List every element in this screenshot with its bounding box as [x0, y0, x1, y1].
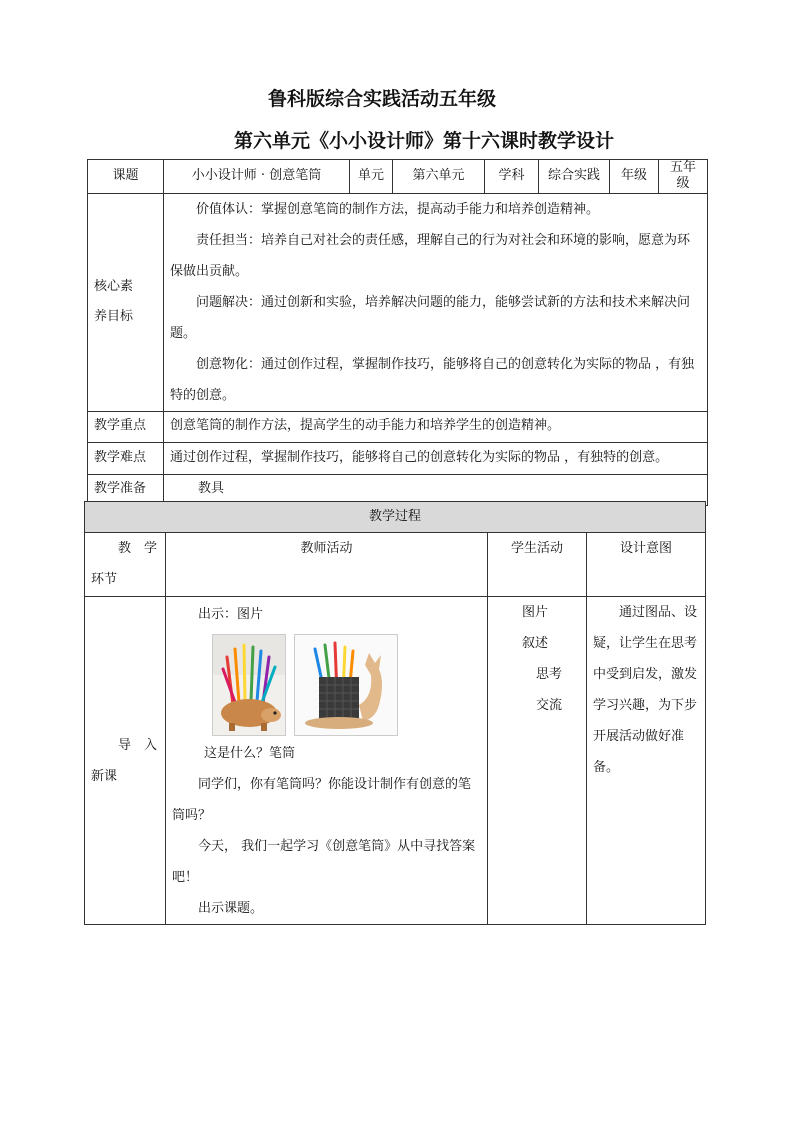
col-stage-header: 教 学 环节 — [85, 533, 166, 597]
difficulty-value: 通过创作过程，掌握制作技巧，能够将自己的创意转化为实际的物品 ，有独特的创意。 — [164, 442, 708, 474]
subject-label: 学科 — [485, 160, 539, 194]
teacher-activity — [166, 597, 488, 925]
lesson-label: 课题 — [88, 160, 164, 194]
col-student-header: 学生活动 — [488, 533, 587, 597]
preparation-label: 教学准备 — [88, 474, 164, 505]
core-goal-item: 问题解决：通过创新和实验，培养解决问题的能力，能够尝试新的方法和技术来解决问题。 — [170, 294, 691, 341]
col-intent-header: 设计意图 — [587, 533, 706, 597]
student-activity-item: 图片 — [522, 605, 549, 620]
core-goal-item: 责任担当：培养自己对社会的责任感，理解自己的行为对社会和环境的影响，愿意为环保做出贡献。 — [170, 232, 691, 279]
lesson-info-table — [87, 159, 708, 506]
key-points-value: 创意笔筒的制作方法，提高学生的动手能力和培养学生的创造精神。 — [164, 411, 708, 442]
hedgehog-pen-holder-image — [212, 634, 286, 736]
difficulty-label: 教学难点 — [88, 442, 164, 474]
doc-title-lesson: 第六单元《小小设计师》第十六课时教学设计 — [233, 130, 614, 152]
unit-value: 第六单元 — [393, 160, 485, 194]
grade-label: 年级 — [610, 160, 659, 194]
question-text: 这是什么？笔筒 — [204, 746, 296, 761]
teacher-paragraph-2: 今天， 我们一起学习《创意笔筒》从中寻找答案吧！ — [172, 839, 476, 885]
preparation-value: 教具 — [164, 474, 708, 505]
lesson-value: 小小设计师 · 创意笔筒 — [164, 160, 350, 194]
design-intent — [587, 597, 706, 925]
teacher-paragraph-1: 同学们，你有笔筒吗？你能设计制作有创意的笔筒吗？ — [172, 777, 472, 823]
subject-value: 综合实践 — [539, 160, 610, 194]
key-points-label: 教学重点 — [88, 411, 164, 442]
student-activity-item: 交流 — [536, 698, 563, 713]
design-intent-text: 通过图品、设疑，让学生在思考中受到启发，激发学习兴趣，为下步开展活动做好准备。 — [593, 605, 698, 775]
doc-title-publisher: 鲁科版综合实践活动五年级 — [267, 88, 496, 110]
show-picture-text: 出示：图片 — [198, 607, 264, 622]
pen-holder-images — [202, 634, 481, 738]
teacher-paragraph-3: 出示课题。 — [198, 901, 264, 916]
stage-intro: 导 入 新课 — [85, 597, 166, 925]
col-teacher-header: 教师活动 — [166, 533, 488, 597]
teaching-process-table — [84, 501, 706, 925]
process-header: 教学过程 — [85, 502, 706, 533]
student-activity-item: 思考 — [536, 667, 563, 682]
grade-value: 五年级 — [659, 160, 708, 194]
core-goal-item: 价值体认：掌握创意笔筒的制作方法，提高动手能力和培养创造精神。 — [196, 201, 600, 217]
core-goals-content — [164, 193, 708, 411]
core-goals-label: 核心素养目标 — [88, 193, 164, 411]
unit-label: 单元 — [350, 160, 393, 194]
core-goal-item: 创意物化：通过创作过程，掌握制作技巧，能够将自己的创意转化为实际的物品 ，有独特的创意。 — [170, 356, 695, 403]
kangaroo-pen-holder-image — [294, 634, 398, 736]
student-activity — [488, 597, 587, 925]
student-activity-item: 叙述 — [522, 636, 549, 651]
